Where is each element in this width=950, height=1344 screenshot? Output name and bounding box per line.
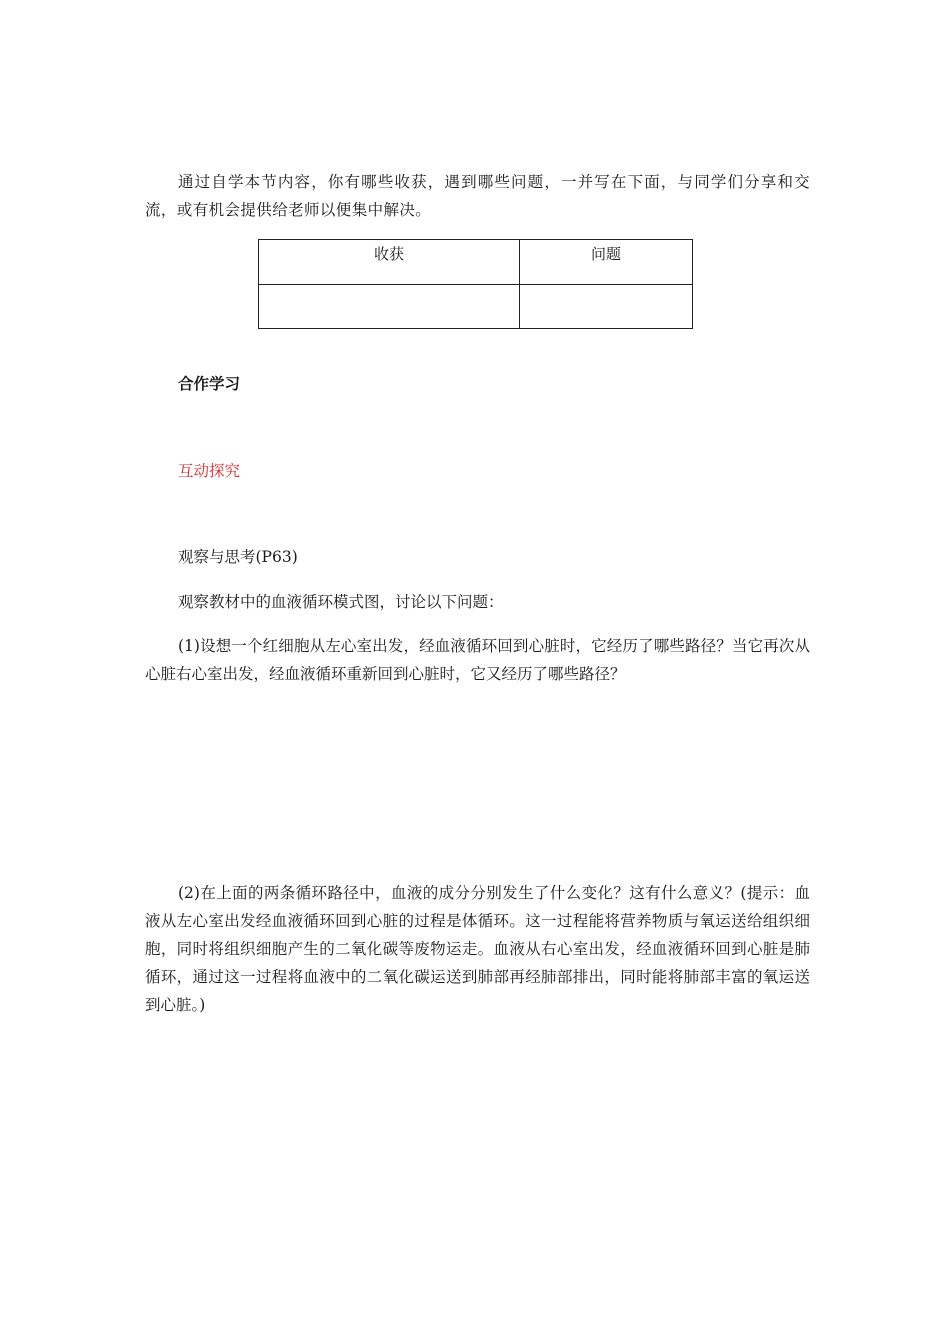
question-1: (1)设想一个红细胞从左心室出发，经血液循环回到心脏时，它经历了哪些路径？当它再次从心脏右心室出发，经血液循环重新回到心脏时，它又经历了哪些路径？ [145, 637, 810, 683]
section-heading-cooperative: 合作学习 [178, 375, 241, 393]
table-header-gains: 收获 [259, 240, 520, 285]
table-cell-questions[interactable] [520, 285, 693, 329]
section-heading-interactive: 互动探究 [178, 462, 241, 480]
question-2: (2)在上面的两条循环路径中，血液的成分分别发生了什么变化？这有什么意义？(提示：血液从左心室出发经血液循环回到心脏的过程是体循环。这一过程能将营养物质与氧运送给组织细胞，同时将组织细胞产生的二氧化碳等废物运走。血液从右心室出发，经血液循环回到心脏是肺循环，通过这一过程将血液中的二氧化碳运送到肺部再经肺部排出，同时能将肺部丰富的氧运送到心脏。) [145, 884, 810, 1014]
observe-think-title: 观察与思考(P63) [178, 548, 298, 566]
table-header-row [259, 240, 693, 285]
intro-paragraph: 通过自学本节内容，你有哪些收获，遇到哪些问题，一并写在下面，与同学们分享和交流，或有机会提供给老师以便集中解决。 [145, 173, 810, 219]
table-row [259, 285, 693, 329]
table-cell-gains[interactable] [259, 285, 520, 329]
table-header-questions: 问题 [520, 240, 693, 285]
gains-questions-table [258, 239, 693, 329]
discuss-prompt: 观察教材中的血液循环模式图，讨论以下问题： [178, 593, 504, 611]
